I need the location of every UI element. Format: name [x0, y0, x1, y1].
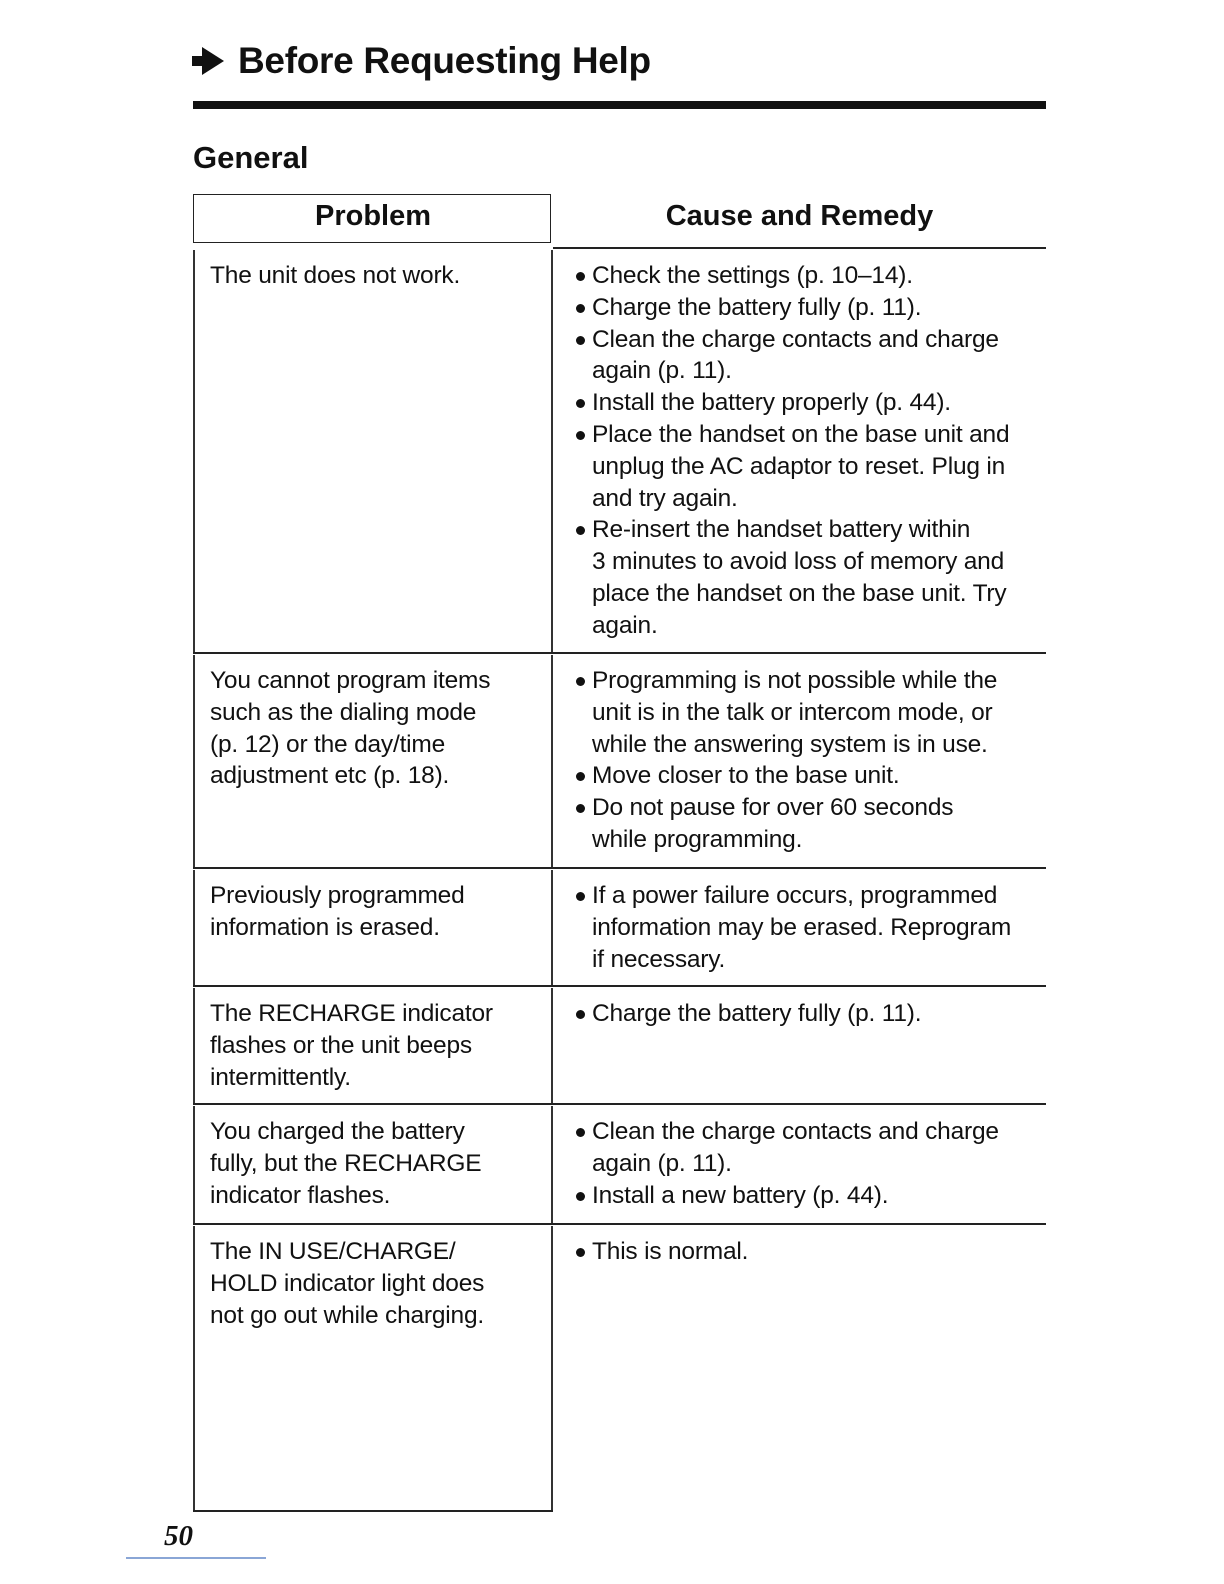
arrow-right-icon — [192, 47, 224, 75]
remedy-line: Check the settings (p. 10–14). — [592, 262, 913, 289]
remedy-item — [573, 665, 1043, 760]
problem-line: (p. 12) or the day/time — [210, 730, 446, 758]
row-bottom-rule — [193, 1103, 1046, 1105]
remedy-line: Charge the battery fully (p. 11). — [592, 1000, 922, 1027]
problem-line: intermittently. — [210, 1063, 351, 1091]
remedy-line: while programming. — [592, 825, 803, 853]
remedy-item — [573, 260, 1043, 292]
remedy-list — [573, 1236, 1043, 1268]
remedy-list — [573, 880, 1043, 975]
row-left-rule — [193, 250, 195, 652]
remedy-cell — [573, 880, 1043, 975]
remedy-line: Programming is not possible while the — [592, 667, 998, 694]
remedy-line: unit is in the talk or intercom mode, or — [592, 698, 993, 726]
problem-line: not go out while charging. — [210, 1301, 485, 1329]
problem-cell — [210, 1116, 540, 1211]
remedy-item — [573, 1180, 1043, 1212]
remedy-item — [573, 880, 1043, 975]
row-divider-rule — [551, 988, 553, 1103]
remedy-line: again. — [592, 611, 658, 639]
remedy-list — [573, 1116, 1043, 1211]
row-left-rule — [193, 1106, 195, 1223]
problem-line: adjustment etc (p. 18). — [210, 762, 450, 790]
remedy-line: Re-insert the handset battery within — [592, 516, 971, 544]
row-divider-rule — [551, 1106, 553, 1223]
remedy-line: Do not pause for over 60 seconds — [592, 794, 954, 822]
remedy-line: unplug the AC adaptor to reset. Plug in — [592, 452, 1006, 480]
remedy-line: 3 minutes to avoid loss of memory and — [592, 548, 1005, 576]
row-bottom-rule — [193, 985, 1046, 987]
problem-line: The RECHARGE indicator — [210, 1000, 493, 1027]
problem-line: You cannot program items — [210, 667, 491, 694]
row-divider-rule — [551, 1226, 553, 1510]
remedy-line: This is normal. — [592, 1238, 749, 1265]
remedy-list — [573, 260, 1043, 642]
problem-line: The unit does not work. — [210, 262, 461, 289]
remedy-item — [573, 419, 1043, 514]
title-rule — [193, 101, 1046, 109]
problem-line: Previously programmed — [210, 882, 465, 909]
section-title: General — [193, 140, 309, 175]
row-divider-rule — [551, 870, 553, 985]
problem-line: flashes or the unit beeps — [210, 1031, 472, 1059]
remedy-item — [573, 760, 1043, 792]
row-divider-rule — [551, 655, 553, 867]
remedy-item — [573, 324, 1043, 388]
row-bottom-rule — [193, 867, 1046, 869]
remedy-cell — [573, 1236, 1043, 1268]
problem-line: HOLD indicator light does — [210, 1269, 485, 1297]
remedy-item — [573, 387, 1043, 419]
remedy-line: Install the battery properly (p. 44). — [592, 389, 951, 417]
problem-cell — [210, 665, 540, 792]
remedy-item — [573, 292, 1043, 324]
row-bottom-rule — [193, 1510, 553, 1512]
remedy-line: again (p. 11). — [592, 1149, 732, 1177]
remedy-line: Place the handset on the base unit and — [592, 420, 1010, 448]
problem-line: information is erased. — [210, 913, 440, 941]
remedy-line: place the handset on the base unit. Try — [592, 579, 1007, 607]
remedy-item — [573, 792, 1043, 856]
remedy-cell — [573, 998, 1043, 1030]
problem-line: fully, but the RECHARGE — [210, 1149, 482, 1177]
remedy-line: and try again. — [592, 484, 738, 512]
remedy-cell — [573, 665, 1043, 856]
remedy-line: Install a new battery (p. 44). — [592, 1181, 889, 1209]
remedy-item — [573, 1236, 1043, 1268]
remedy-line: If a power failure occurs, programmed — [592, 882, 998, 909]
problem-cell — [210, 1236, 540, 1331]
problem-cell — [210, 998, 540, 1093]
problem-cell — [210, 880, 540, 944]
remedy-item — [573, 514, 1043, 641]
problem-cell — [210, 260, 540, 292]
remedy-line: information may be erased. Reprogram — [592, 913, 1012, 941]
row-bottom-rule — [193, 652, 1046, 654]
remedy-list — [573, 665, 1043, 856]
problem-line: such as the dialing mode — [210, 698, 477, 726]
problem-line: You charged the battery — [210, 1118, 465, 1145]
page-header — [192, 40, 651, 82]
remedy-line: if necessary. — [592, 945, 726, 973]
remedy-column-header: Cause and Remedy — [665, 200, 934, 232]
remedy-line: Clean the charge contacts and charge — [592, 325, 999, 353]
remedy-line: again (p. 11). — [592, 357, 732, 385]
row-divider-rule — [551, 250, 553, 652]
problem-line: indicator flashes. — [210, 1181, 391, 1209]
problem-line: The IN USE/CHARGE/ — [210, 1238, 456, 1265]
remedy-item — [573, 1116, 1043, 1180]
remedy-list — [573, 998, 1043, 1030]
remedy-line: while the answering system is in use. — [592, 730, 988, 758]
remedy-cell — [573, 1116, 1043, 1211]
row-left-rule — [193, 655, 195, 867]
remedy-line: Charge the battery fully (p. 11). — [592, 293, 922, 321]
remedy-item — [573, 998, 1043, 1030]
remedy-header-rule — [553, 247, 1046, 249]
remedy-line: Clean the charge contacts and charge — [592, 1118, 999, 1145]
page-title: Before Requesting Help — [238, 40, 651, 81]
remedy-line: Move closer to the base unit. — [592, 762, 900, 790]
page-number-rule — [126, 1557, 266, 1559]
problem-column-header: Problem — [314, 200, 432, 232]
remedy-cell — [573, 260, 1043, 642]
row-left-rule — [193, 870, 195, 985]
page-number: 50 — [164, 1520, 193, 1552]
row-left-rule — [193, 988, 195, 1103]
row-left-rule — [193, 1226, 195, 1510]
row-bottom-rule — [193, 1223, 1046, 1225]
